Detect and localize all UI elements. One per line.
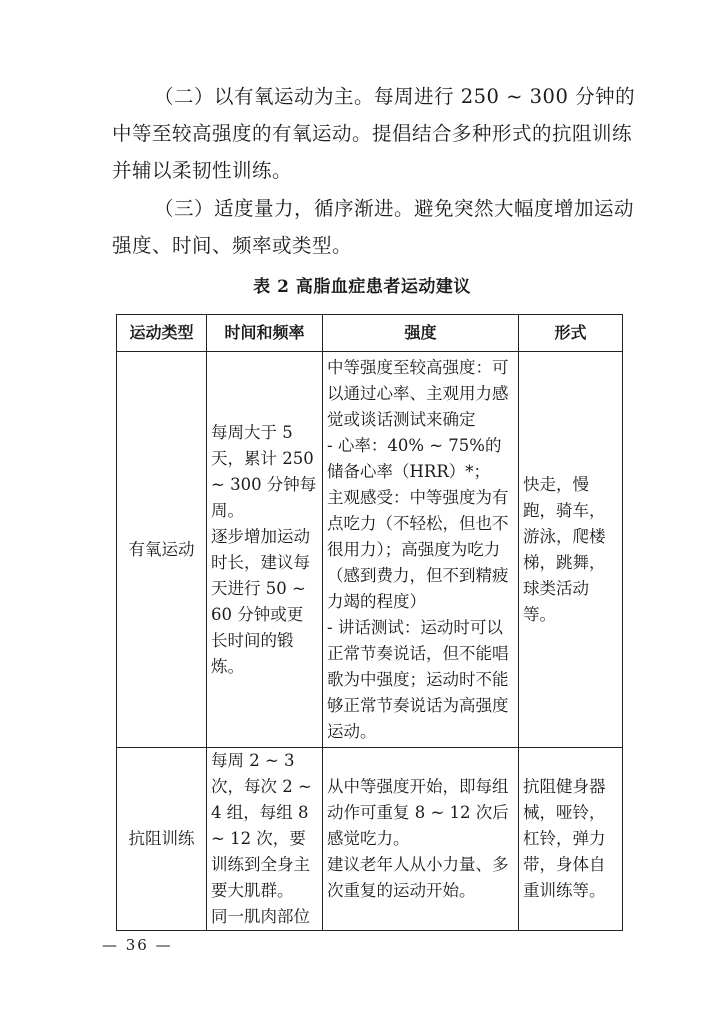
table-header-row [117, 315, 623, 352]
table-row [117, 352, 623, 748]
header-form: 形式 [519, 315, 623, 352]
row-aerobic-time-frequency: 每周大于 5 天，累计 250 ~ 300 分钟每周。 逐步增加运动时长，建议每天进行 50 ~ 60 分钟或更长时间的锻炼。 [207, 352, 323, 748]
row-aerobic-type: 有氧运动 [117, 352, 207, 748]
paragraph-aerobic-main: （二）以有氧运动为主。每周进行 250 ~ 300 分钟的中等至较高强度的有氧运动。提倡结合多种形式的抗阻训练并辅以柔韧性训练。 [112, 85, 636, 182]
paragraph-gradual-progress: （三）适度量力，循序渐进。避免突然大幅度增加运动强度、时间、频率或类型。 [112, 197, 635, 257]
row-aerobic-form: 快走，慢跑，骑车，游泳，爬楼梯，跳舞，球类活动等。 [519, 352, 623, 748]
row-resistance-intensity: 从中等强度开始，即每组动作可重复 8 ~ 12 次后感觉吃力。 建议老年人从小力量、多次重复的运动开始。 [323, 748, 519, 931]
exercise-recommendation-table [116, 314, 623, 931]
table-row [117, 748, 623, 931]
row-resistance-time-frequency: 每周 2 ~ 3 次，每次 2 ~ 4 组，每组 8 ~ 12 次，要训练到全身主要大肌群。 同一肌肉部位 [207, 748, 323, 931]
row-aerobic-intensity: 中等强度至较高强度：可以通过心率、主观用力感觉或谈话测试来确定 - 心率：40% ~ 75%的储备心率（HRR）*； 主观感受：中等强度为有点吃力（不轻松，但也不很用力）；高强度为吃力（感到费力，但不到精疲力竭的程度） - 讲话测试：运动时可以正常节奏说话，但不能唱歌为中强度；运动时不能够正常节奏说话为高强度运动。 [323, 352, 519, 748]
header-exercise-type: 运动类型 [117, 315, 207, 352]
table-caption: 表 2 高脂血症患者运动建议 [253, 277, 471, 297]
page-number: — 36 — [102, 936, 173, 954]
header-intensity: 强度 [323, 315, 519, 352]
header-time-frequency: 时间和频率 [207, 315, 323, 352]
row-resistance-type: 抗阻训练 [117, 748, 207, 931]
row-resistance-form: 抗阻健身器械，哑铃，杠铃，弹力带，身体自重训练等。 [519, 748, 623, 931]
